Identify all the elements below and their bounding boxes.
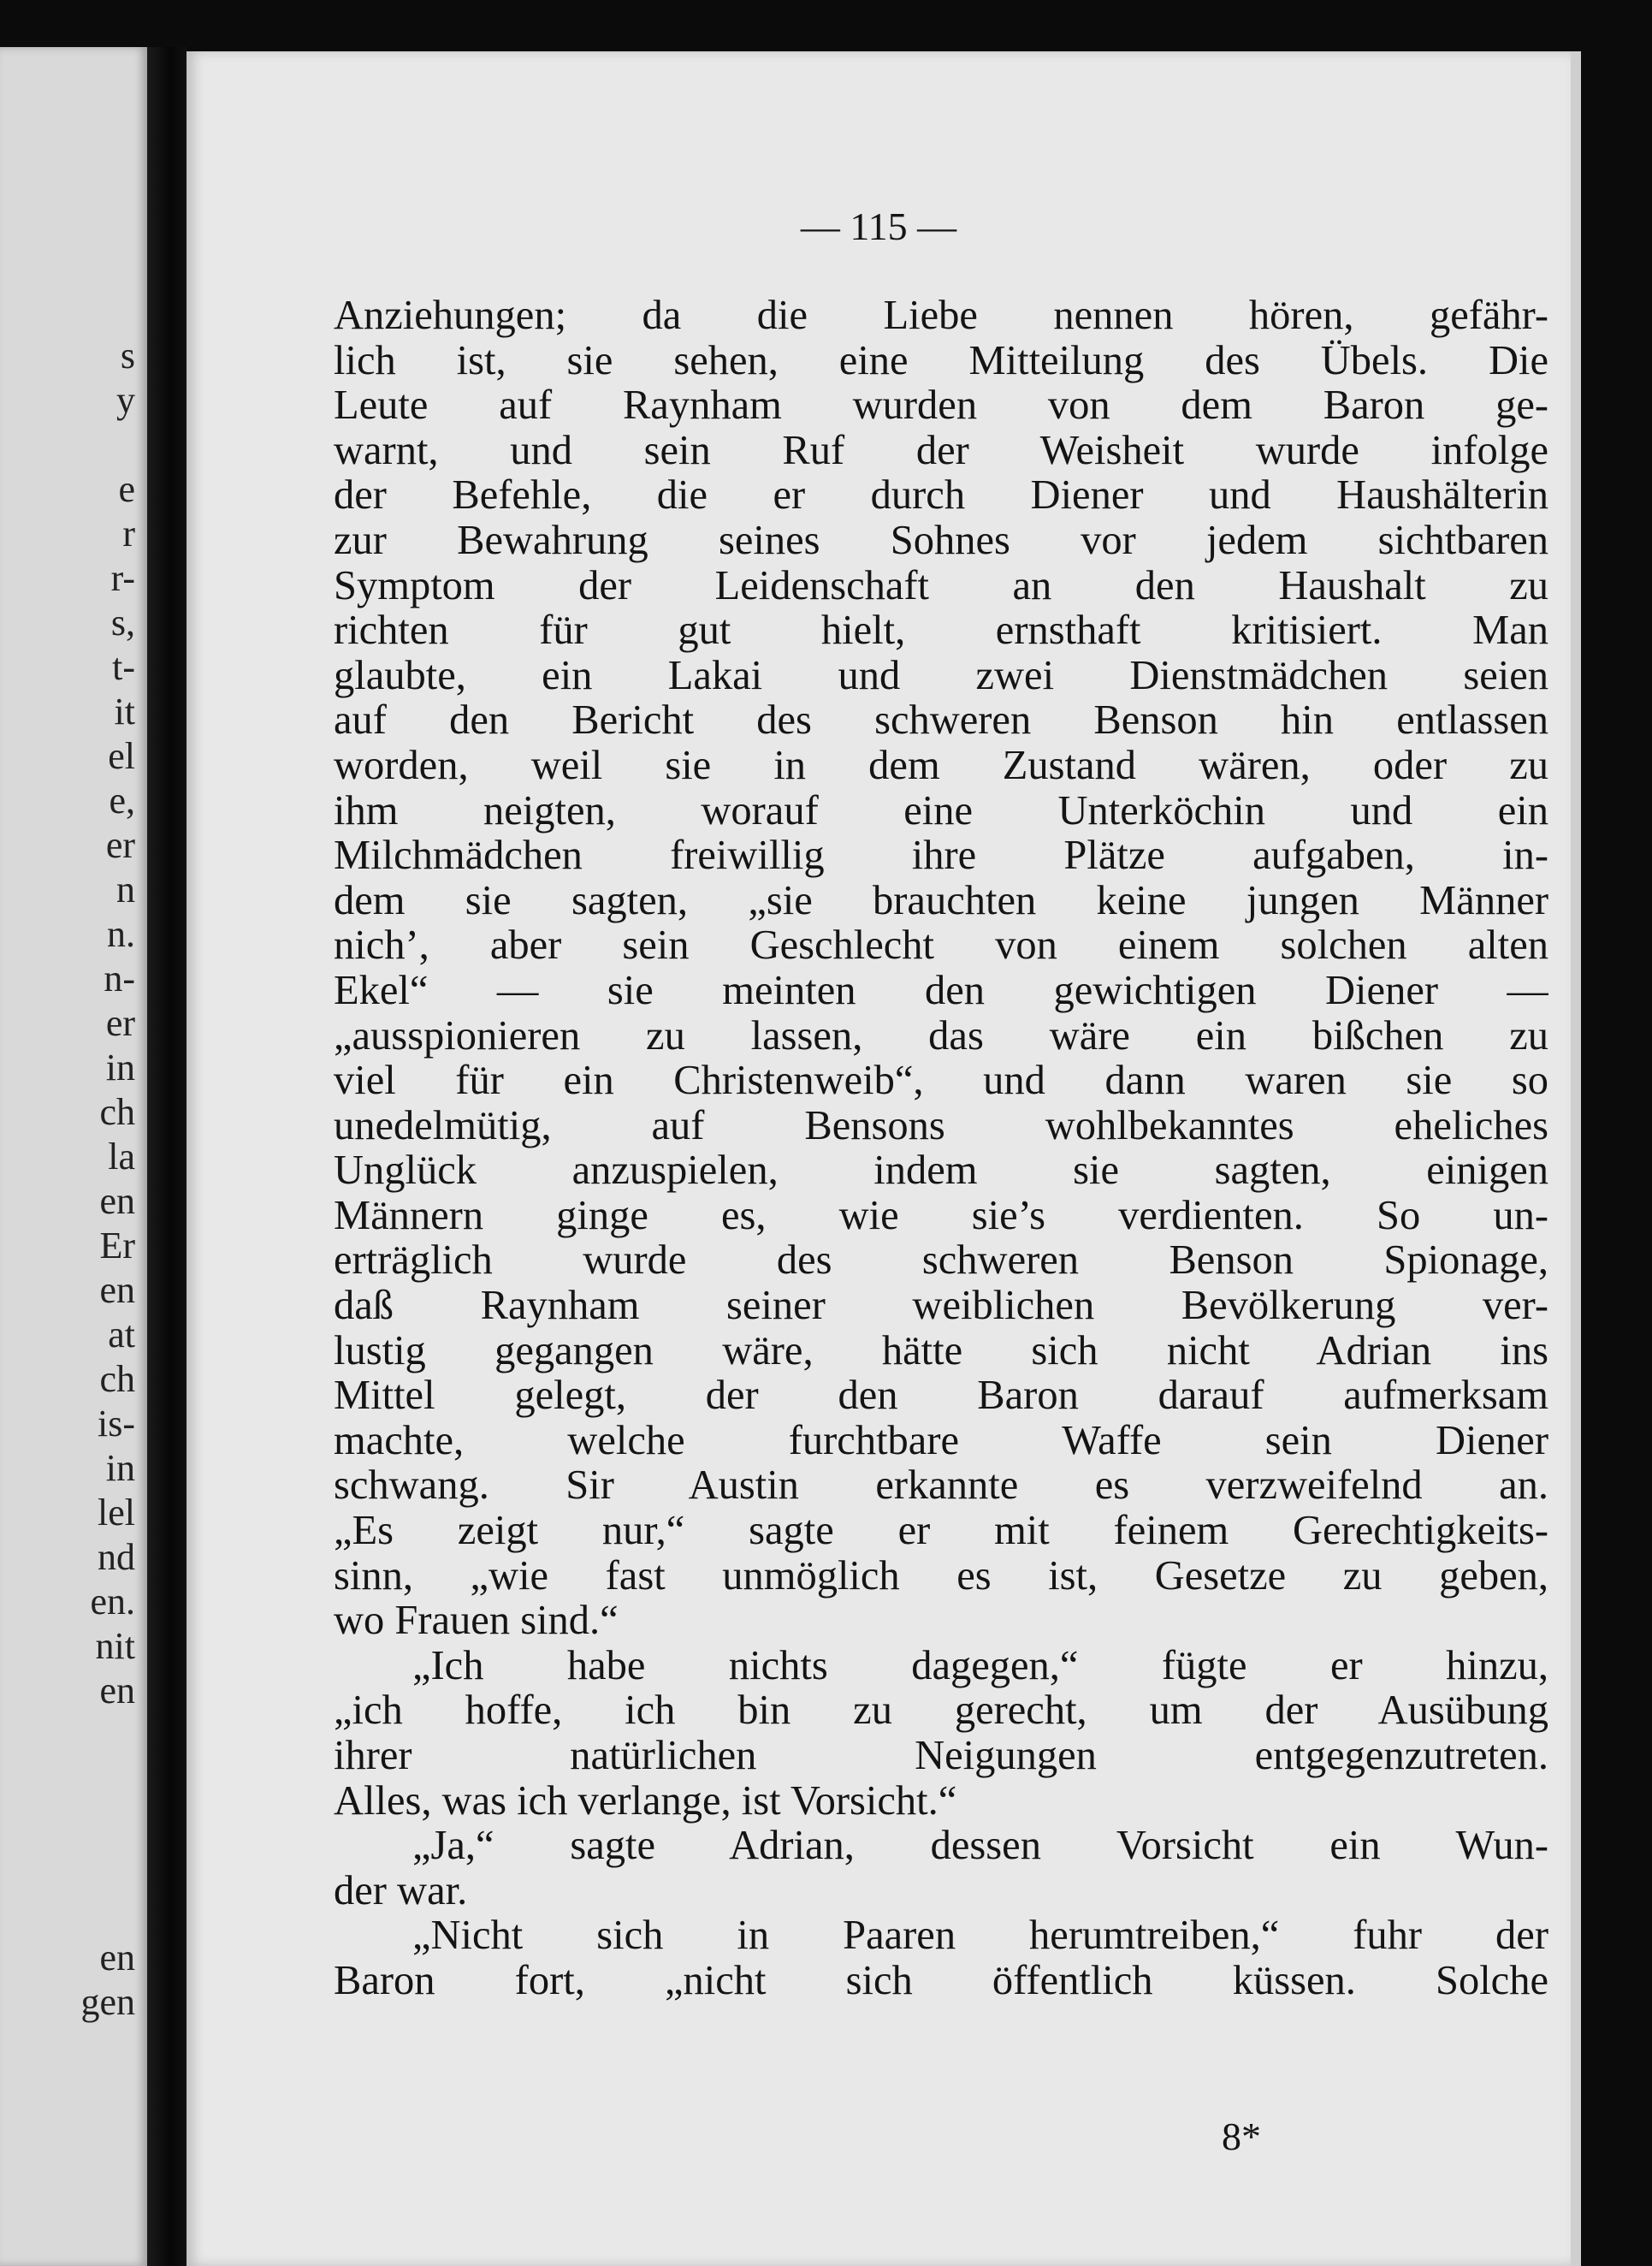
text-line: machte, welche furchtbare Waffe sein Diener: [334, 1418, 1548, 1463]
text-line: lich ist, sie sehen, eine Mitteilung des Übels. Die: [334, 338, 1548, 383]
text-line: viel für ein Christenweib“, und dann waren sie so: [334, 1059, 1548, 1104]
text-line: „Nicht sich in Paaren herumtreiben,“ fuhr der: [412, 1913, 1548, 1959]
left-page-edge: [0, 47, 147, 2266]
body-text: [334, 294, 1548, 2004]
text-line: richten für gut hielt, ernsthaft kritisiert. Man: [334, 608, 1548, 654]
text-line: Leute auf Raynham wurden von dem Baron ge-: [334, 383, 1548, 429]
text-line: wo Frauen sind.“: [334, 1599, 619, 1644]
text-line: dem sie sagten, „sie brauchten keine jungen Männer: [334, 878, 1548, 923]
text-line: „Es zeigt nur,“ sagte er mit feinem Gerechtigkeits-: [334, 1509, 1548, 1554]
text-line: „ich hoffe, ich bin zu gerecht, um der Ausübung: [334, 1688, 1548, 1734]
signature-mark: 8*: [1222, 2115, 1261, 2158]
text-line: Ekel“ — sie meinten den gewichtigen Diener —: [334, 968, 1548, 1013]
text-line: unedelmütig, auf Bensons wohlbekanntes eheliches: [334, 1103, 1548, 1148]
text-line: schwang. Sir Austin erkannte es verzweifelnd an.: [334, 1463, 1548, 1509]
text-line: Alles, was ich verlange, ist Vorsicht.“: [334, 1778, 957, 1824]
text-line: Symptom der Leidenschaft an den Haushalt zu: [334, 563, 1548, 608]
text-line: sinn, „wie fast unmöglich es ist, Gesetze zu geben,: [334, 1553, 1548, 1599]
text-line: glaubte, ein Lakai und zwei Dienstmädchen seien: [334, 653, 1548, 698]
text-line: nich’, aber sein Geschlecht von einem solchen alten: [334, 923, 1548, 969]
text-line: Milchmädchen freiwillig ihre Plätze aufgaben, in-: [334, 833, 1548, 879]
text-line: warnt, und sein Ruf der Weisheit wurde infolge: [334, 428, 1548, 473]
text-line: daß Raynham seiner weiblichen Bevölkerung ver-: [334, 1284, 1548, 1329]
book-gutter: [147, 47, 187, 2266]
text-line: „Ja,“ sagte Adrian, dessen Vorsicht ein Wun-: [412, 1824, 1548, 1869]
text-line: erträglich wurde des schweren Benson Spionage,: [334, 1238, 1548, 1284]
text-line: Anziehungen; da die Liebe nennen hören, gefähr-: [334, 294, 1548, 338]
page-number: — 115 —: [800, 205, 957, 248]
text-line: ihm neigten, worauf eine Unterköchin und ein: [334, 788, 1548, 833]
text-line: Mittel gelegt, der den Baron darauf aufmerksam: [334, 1373, 1548, 1419]
text-line: „ausspionieren zu lassen, das wäre ein bißchen zu: [334, 1013, 1548, 1059]
text-line: ihrer natürlichen Neigungen entgegenzutreten.: [334, 1734, 1548, 1778]
text-line: lustig gegangen wäre, hätte sich nicht Adrian ins: [334, 1328, 1548, 1373]
text-line: „Ich habe nichts dagegen,“ fügte er hinzu,: [412, 1643, 1548, 1688]
text-line: worden, weil sie in dem Zustand wären, oder zu: [334, 743, 1548, 788]
text-line: auf den Bericht des schweren Benson hin entlassen: [334, 698, 1548, 744]
text-line: der Befehle, die er durch Diener und Haushälterin: [334, 473, 1548, 519]
text-line: Baron fort, „nicht sich öffentlich küssen. Solche: [334, 1958, 1548, 2003]
text-line: zur Bewahrung seines Sohnes vor jedem sichtbaren: [334, 518, 1548, 563]
text-line: der war.: [334, 1868, 468, 1913]
left-page-text-fragments: s y e r r- s, t- it el e, er n n. n- er in ch la en Er en at ch is- in lel nd en. nit en en gen: [80, 335, 135, 2023]
text-line: Männern ginge es, wie sie’s verdienten. So un-: [334, 1193, 1548, 1238]
page-edge: [1571, 51, 1581, 2266]
right-page: [187, 51, 1571, 2266]
text-line: Unglück anzuspielen, indem sie sagten, einigen: [334, 1148, 1548, 1194]
